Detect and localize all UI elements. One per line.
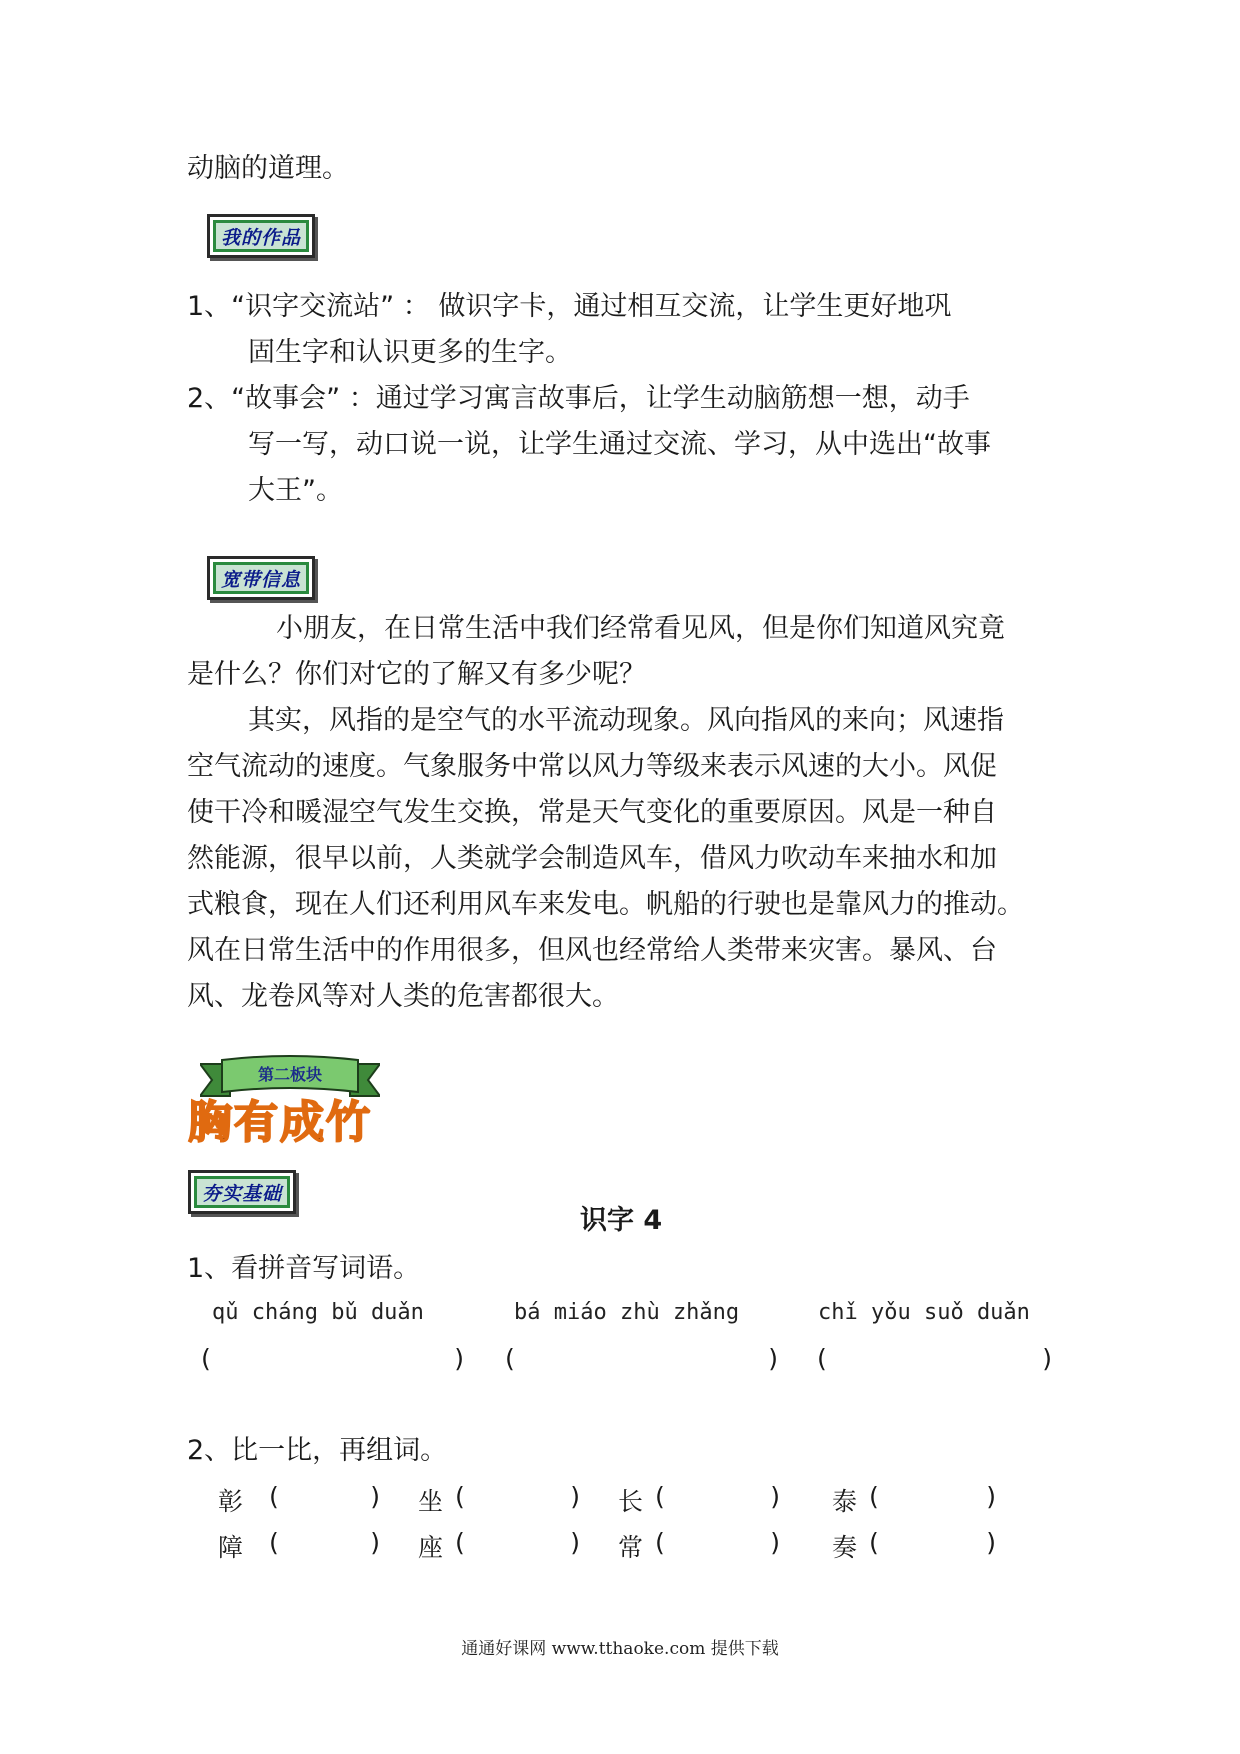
question-2-label: 2、比一比，再组词。	[187, 1435, 448, 1466]
module-ribbon-label: 第二板块	[257, 1065, 322, 1084]
right-paren: )	[984, 1528, 1000, 1557]
broadband-line: 其实，风指的是空气的水平流动现象。风向指风的来向；风速指	[248, 705, 1004, 736]
right-paren: )	[768, 1482, 784, 1511]
left-paren: (	[266, 1482, 282, 1511]
my-work-item-2-line-3: 大王”。	[248, 475, 343, 506]
left-paren: (	[452, 1528, 468, 1557]
broadband-badge-label: 宽带信息	[220, 568, 301, 591]
my-work-item-1-line-2: 固生字和认识更多的生字。	[248, 337, 572, 368]
broadband-line: 是什么？你们对它的了解又有多少呢？	[187, 659, 646, 690]
left-paren: (	[652, 1482, 668, 1511]
foundation-badge-label: 夯实基础	[201, 1182, 282, 1205]
left-paren: (	[198, 1344, 214, 1373]
compare-char: 座	[418, 1533, 444, 1562]
right-paren: )	[568, 1482, 584, 1511]
right-paren: )	[368, 1482, 384, 1511]
right-paren: )	[368, 1528, 384, 1557]
compare-char: 泰	[832, 1487, 858, 1516]
left-paren: (	[866, 1482, 882, 1511]
right-paren: )	[452, 1344, 468, 1373]
compare-char: 奏	[832, 1533, 858, 1562]
intro-tail-text: 动脑的道理。	[187, 153, 349, 184]
compare-char: 长	[618, 1487, 644, 1516]
compare-char: 常	[618, 1533, 644, 1562]
my-work-item-1-line-1: 1、“识字交流站” ： 做识字卡，通过相互交流，让学生更好地巩	[187, 291, 952, 322]
compare-char: 坐	[418, 1487, 444, 1516]
my-work-badge	[207, 214, 315, 258]
left-paren: (	[452, 1482, 468, 1511]
broadband-line: 风在日常生活中的作用很多，但风也经常给人类带来灾害。暴风、台	[187, 935, 997, 966]
my-work-item-2-line-1: 2、“故事会” ：通过学习寓言故事后，让学生动脑筋想一想，动手	[187, 383, 970, 414]
pinyin-2: bá miáo zhù zhǎng	[514, 1300, 740, 1325]
pinyin-3: chǐ yǒu suǒ duǎn	[818, 1300, 1030, 1325]
broadband-line: 式粮食，现在人们还利用风车来发电。帆船的行驶也是靠风力的推动。	[187, 889, 1024, 920]
left-paren: (	[502, 1344, 518, 1373]
foundation-badge	[188, 1170, 296, 1214]
broadband-line: 小朋友，在日常生活中我们经常看见风，但是你们知道风究竟	[276, 613, 1005, 644]
question-1-label: 1、看拼音写词语。	[187, 1253, 421, 1284]
pinyin-1: qǔ cháng bǔ duǎn	[212, 1300, 424, 1325]
broadband-line: 空气流动的速度。气象服务中常以风力等级来表示风速的大小。风促	[187, 751, 997, 782]
broadband-line: 风、龙卷风等对人类的危害都很大。	[187, 981, 619, 1012]
my-work-item-2-line-2: 写一写，动口说一说，让学生通过交流、学习，从中选出“故事	[248, 429, 991, 460]
broadband-badge	[207, 556, 315, 600]
exercise-title: 识字 4	[580, 1205, 663, 1236]
my-work-badge-label: 我的作品	[220, 226, 301, 249]
left-paren: (	[266, 1528, 282, 1557]
left-paren: (	[866, 1528, 882, 1557]
left-paren: (	[652, 1528, 668, 1557]
compare-char: 彰	[218, 1487, 244, 1516]
broadband-line: 然能源，很早以前，人类就学会制造风车，借风力吹动车来抽水和加	[187, 843, 997, 874]
right-paren: )	[766, 1344, 782, 1373]
left-paren: (	[814, 1344, 830, 1373]
broadband-line: 使干冷和暖湿空气发生交换，常是天气变化的重要原因。风是一种自	[187, 797, 997, 828]
right-paren: )	[984, 1482, 1000, 1511]
right-paren: )	[568, 1528, 584, 1557]
page-footer: 通通好课网 www.tthaoke.com 提供下载	[461, 1639, 779, 1659]
compare-char: 障	[218, 1533, 244, 1562]
right-paren: )	[1040, 1344, 1056, 1373]
right-paren: )	[768, 1528, 784, 1557]
module-title: 胸有成竹	[188, 1097, 372, 1148]
